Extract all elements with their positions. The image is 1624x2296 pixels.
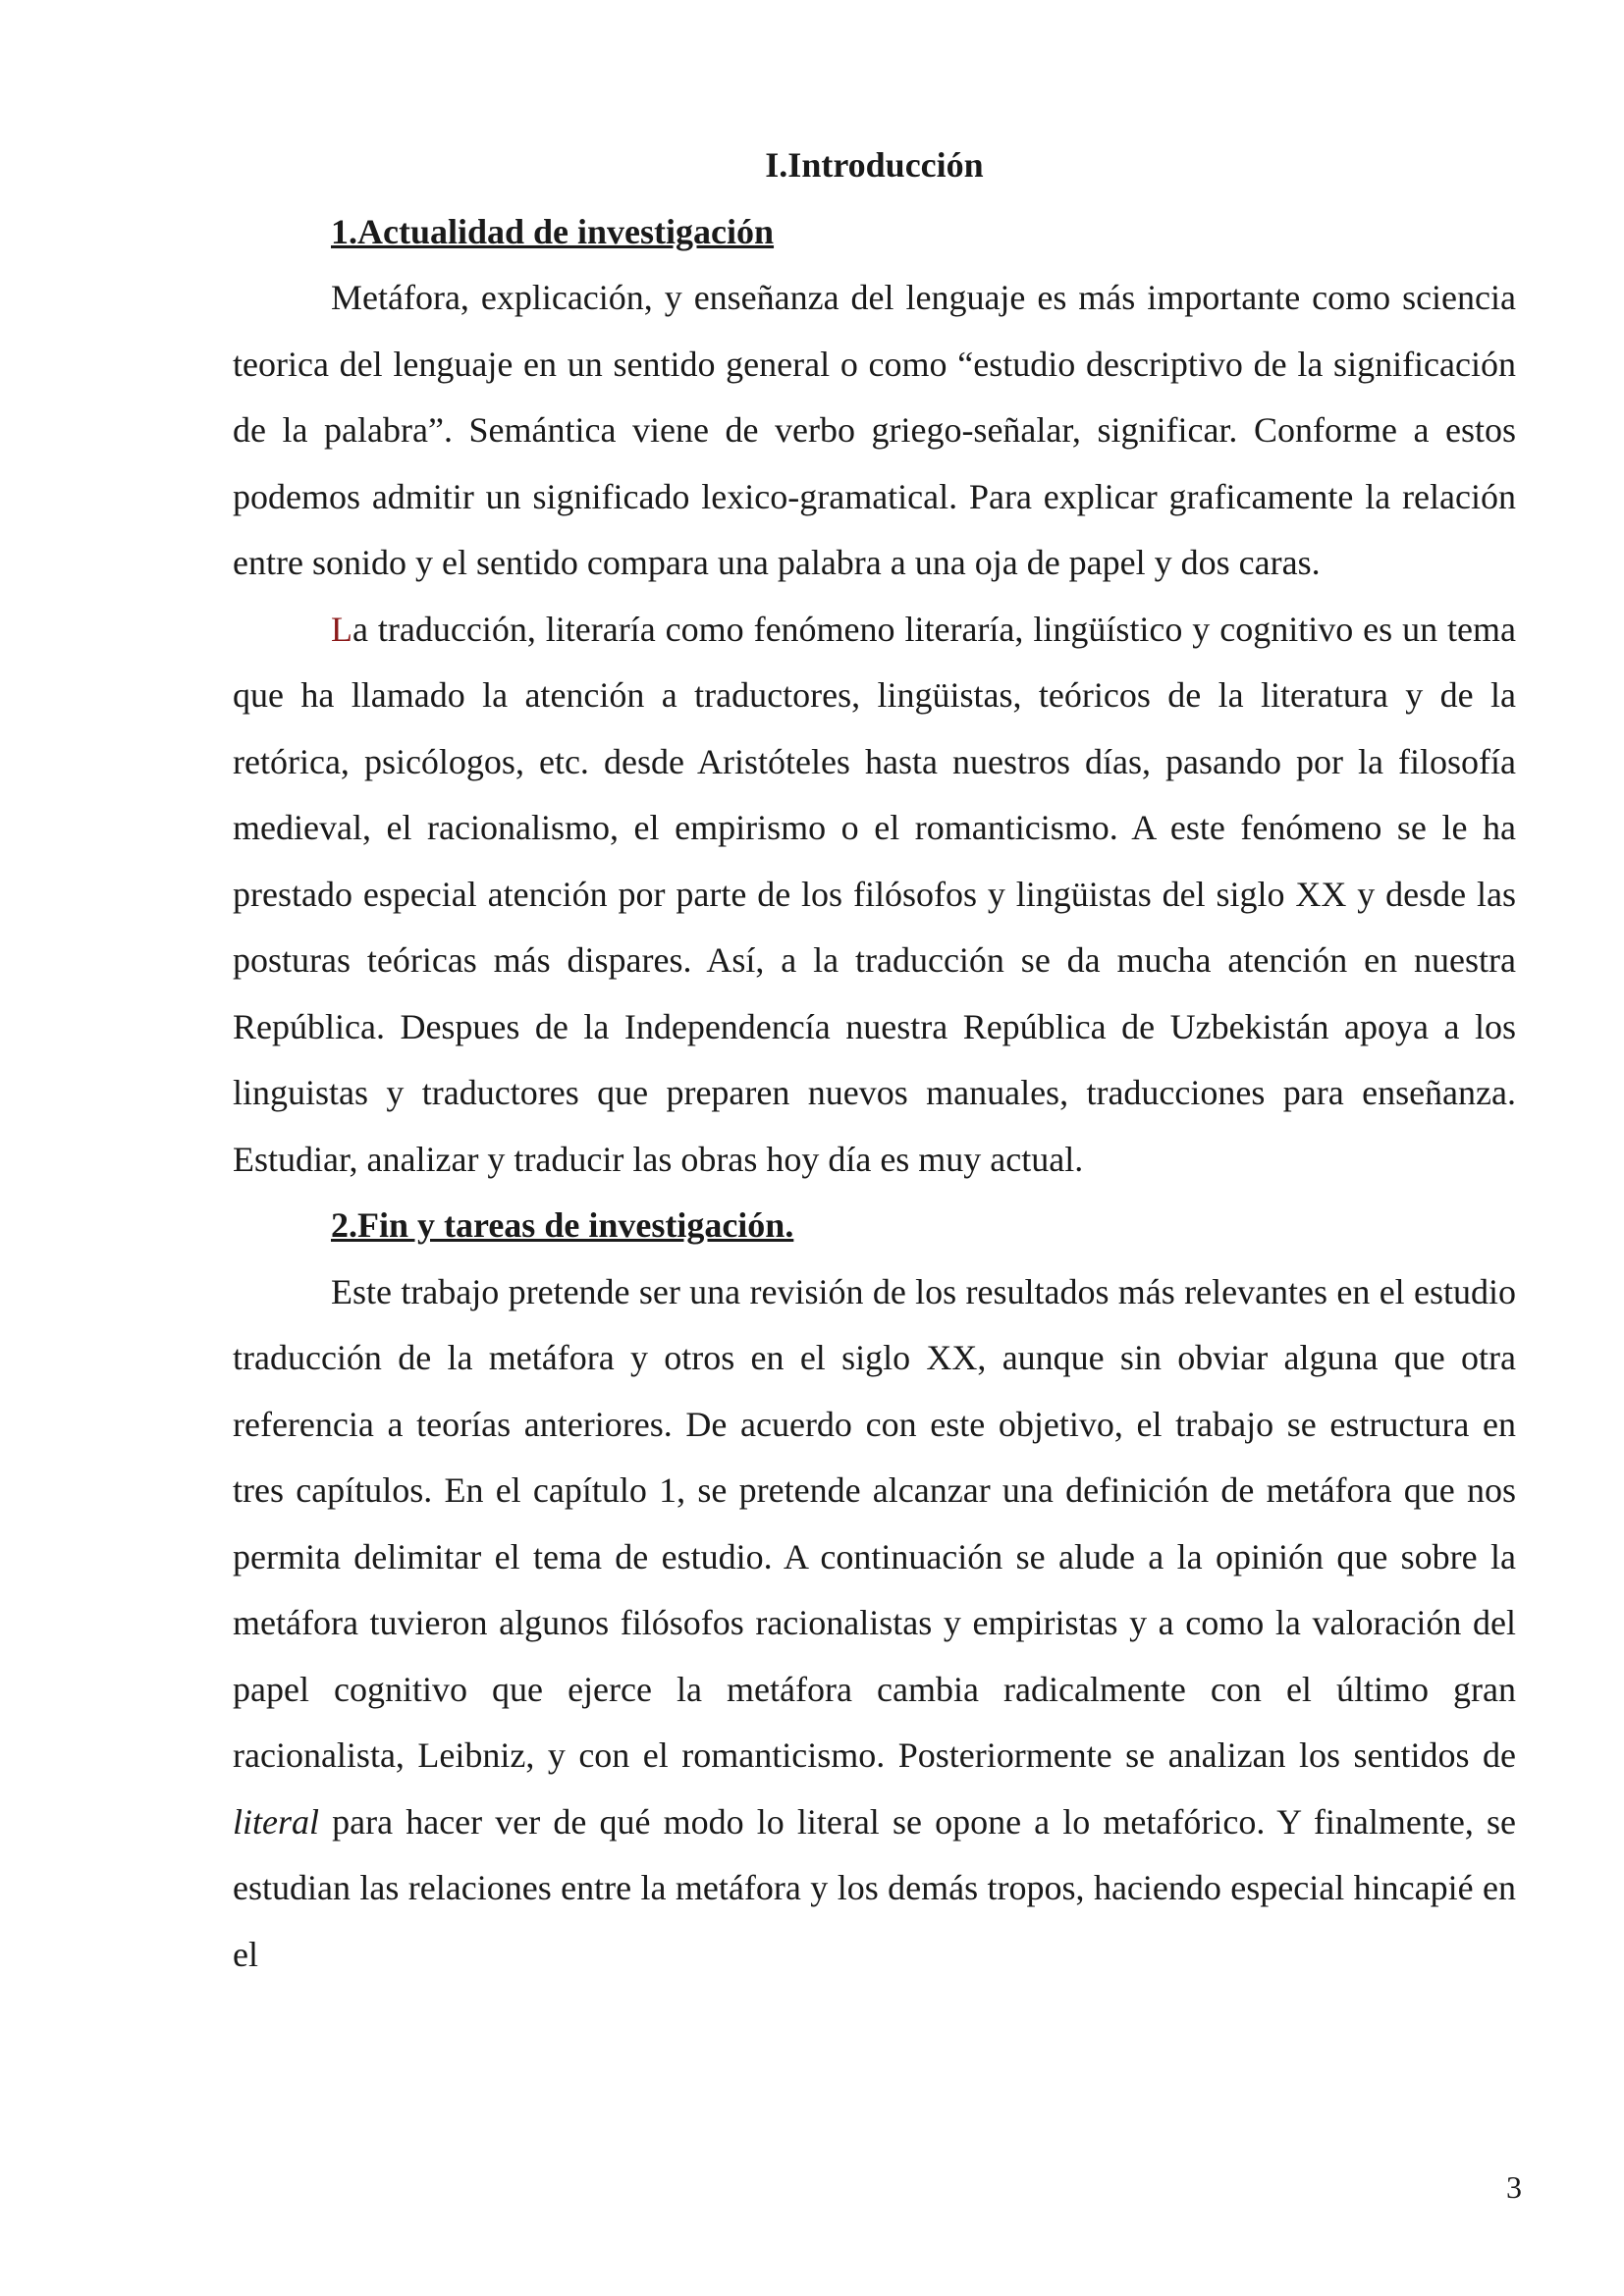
section-title-actualidad: 1.Actualidad de investigación — [331, 211, 775, 251]
page-number: 3 — [1506, 2169, 1522, 2205]
page-content — [233, 133, 1516, 1988]
paragraph-metafora: Metáfora, explicación, y enseñanza del lenguaje es más importante como sciencia teorica del lenguaje en un sentido general o como “estudio descriptivo de la significación de la palabra”. Semántica viene de verbo griego-señalar, significar. Conforme a estos podemos admitir un significado lexico-gramatical. Para explicar graficamente la relación entre sonido y el sentido compara una palabra a una oja de papel y dos caras. — [233, 278, 1516, 582]
paragraph-trabajo — [233, 1259, 1516, 1989]
paragraph-initial-letter: L — [331, 609, 352, 649]
section-title-fin-tareas: 2.Fin y tareas de investigación. — [331, 1205, 794, 1245]
paragraph-traduccion-text: a traducción, literaría como fenómeno literaría, lingüístico y cognitivo es un tema que ha llamado la atención a traductores, lingüistas, teóricos de la literatura y de la retórica, psicólogos, etc. desde Aristóteles hasta nuestros días, pasando por la filosofía medieval, el racionalismo, el empirismo o el romanticismo. A este fenómeno se le ha prestado especial atención por parte de los filósofos y lingüistas del siglo XX y desde las posturas teóricas más dispares. Así, a la traducción se da mucha atención en nuestra República. Despues de la Independencía nuestra República de Uzbekistán apoya a los linguistas y traductores que preparen nuevos manuales, traducciones para enseñanza. Estudiar, analizar y traducir las obras hoy día es muy actual. — [233, 609, 1516, 1179]
italic-term-literal: literal — [233, 1801, 319, 1842]
paragraph-trabajo-text-1: Este trabajo pretende ser una revisión de los resultados más relevantes en el estudio traducción de la metáfora y otros en el siglo XX, aunque sin obviar alguna que otra referencia a teorías anteriores. De acuerdo con este objetivo, el trabajo se estructura en tres capítulos. En el capítulo 1, se pretende alcanzar una definición de metáfora que nos permita delimitar el tema de estudio. A continuación se alude a la opinión que sobre la metáfora tuvieron algunos filósofos racionalistas y empiristas y a como la valoración del papel cognitivo que ejerce la metáfora cambia radicalmente con el último gran racionalista, Leibniz, y con el romanticismo. Posteriormente se analizan los sentidos de — [233, 1271, 1516, 1775]
paragraph-traduccion — [233, 597, 1516, 1194]
paragraph-trabajo-text-2: para hacer ver de qué modo lo literal se opone a lo metafórico. Y finalmente, se estudian las relaciones entre la metáfora y los demás tropos, haciendo especial hincapié en el — [233, 1801, 1516, 1974]
chapter-title: I.Introducción — [765, 145, 984, 185]
